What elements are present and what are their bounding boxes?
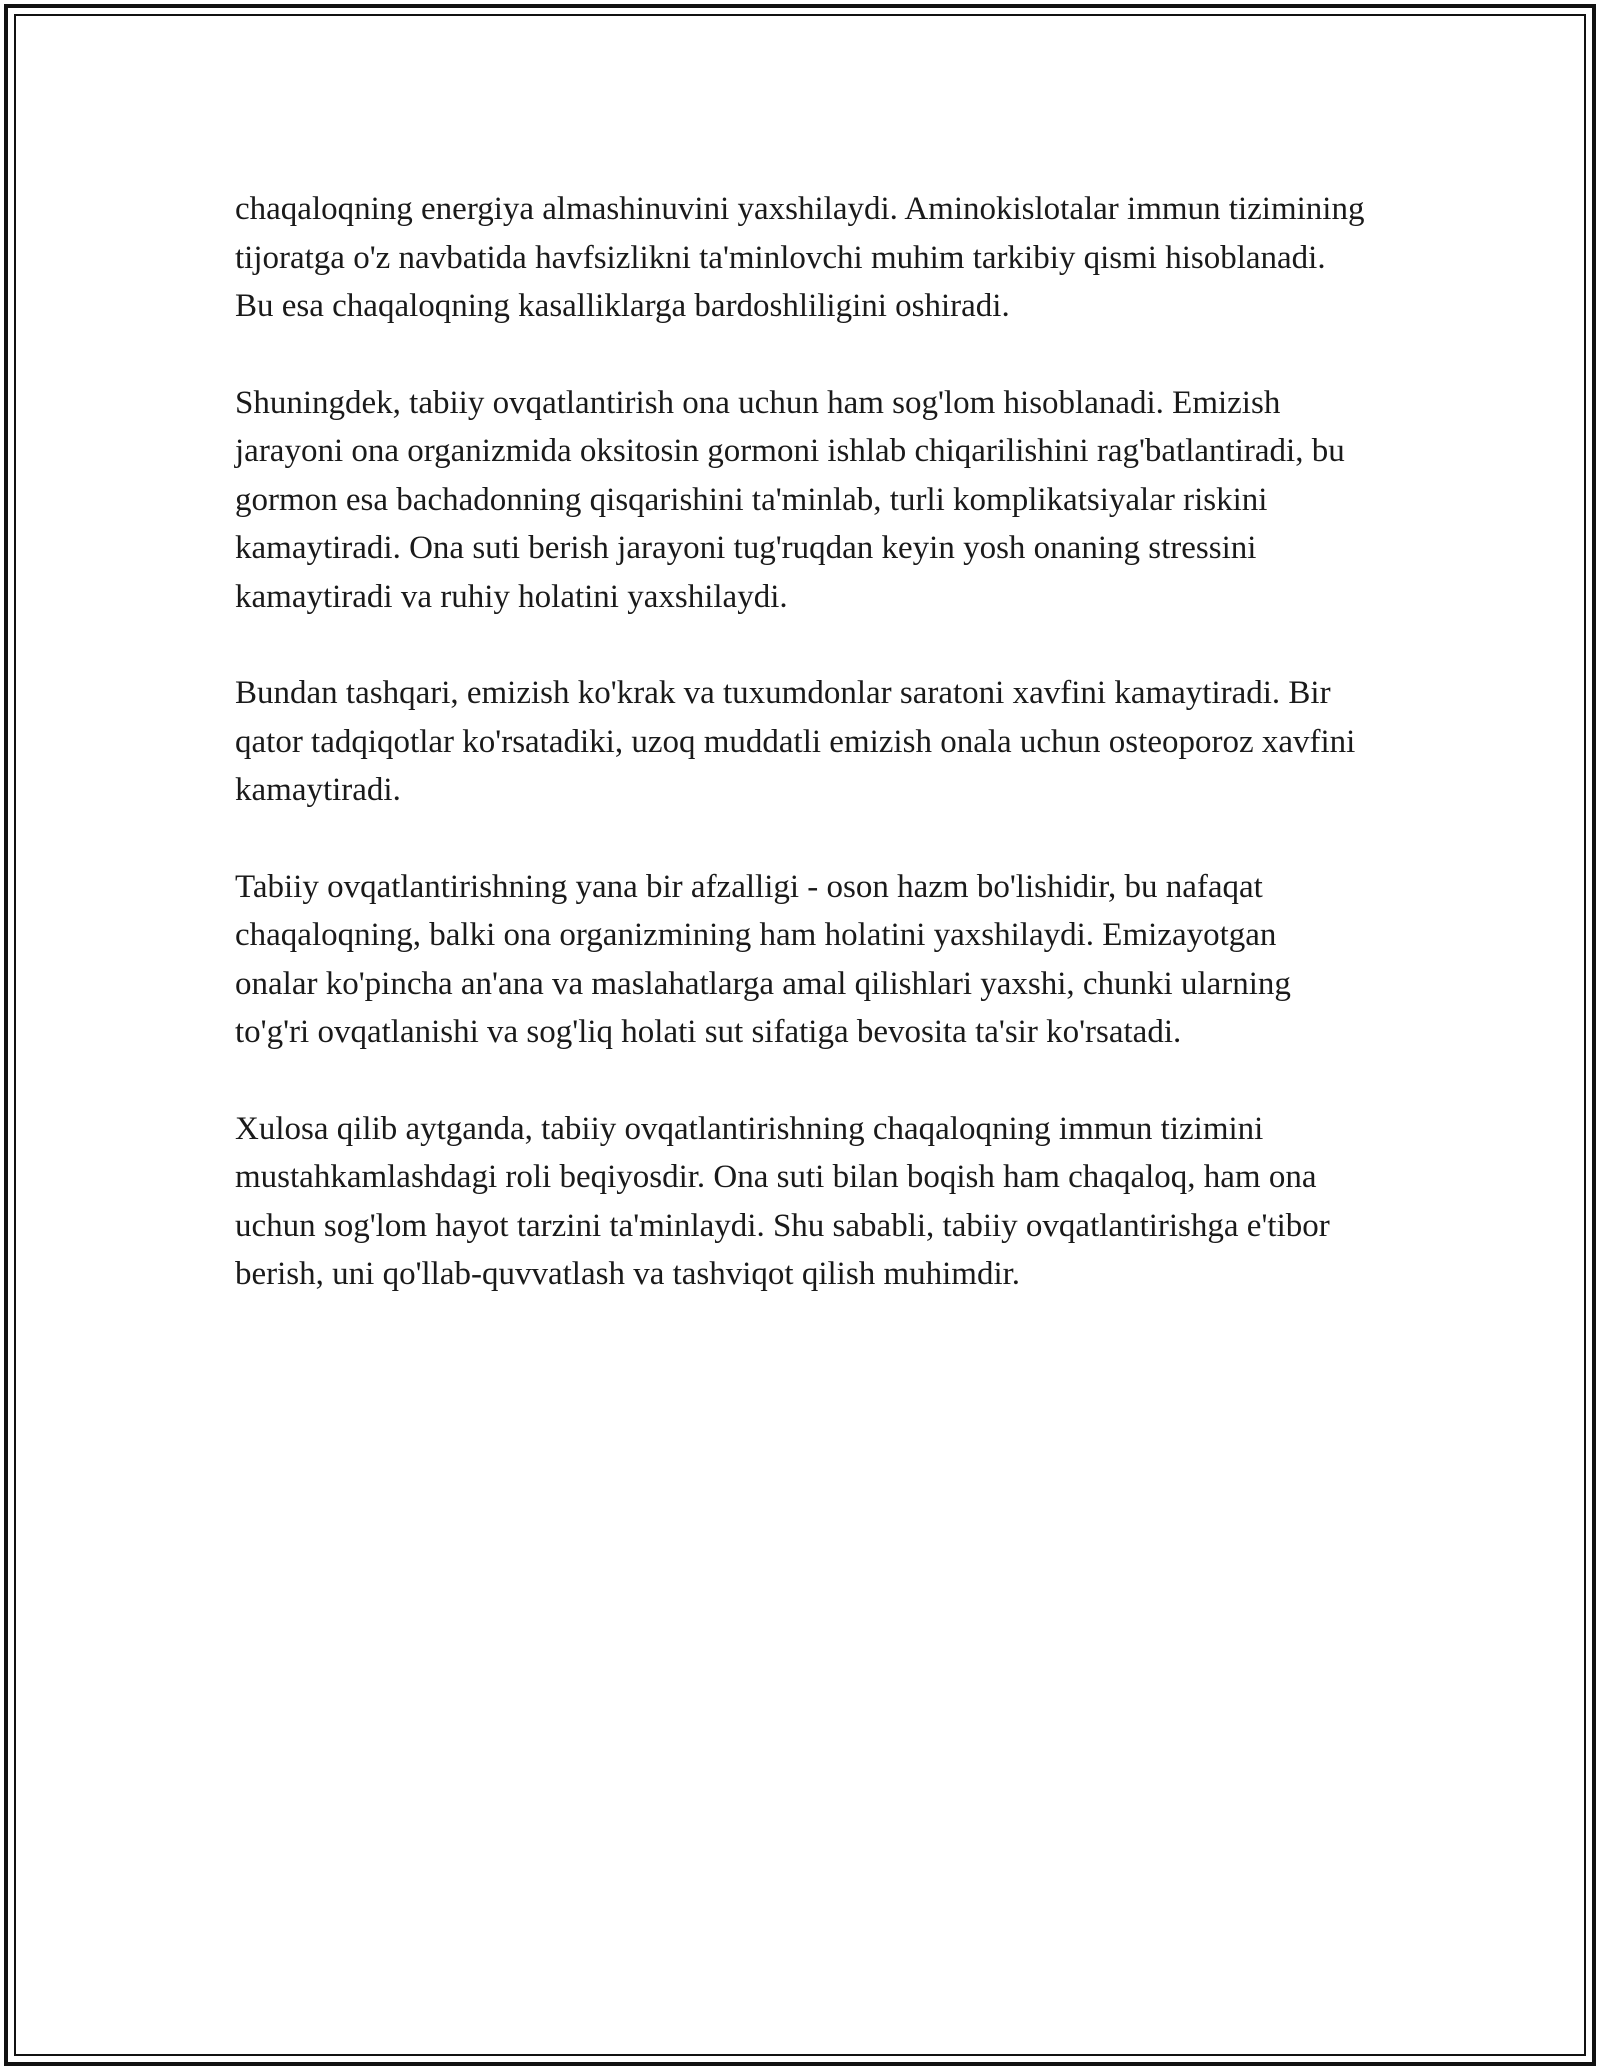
paragraph-digestion: Tabiiy ovqatlantirishning yana bir afzalligi - oson hazm bo'lishidir, bu nafaqat chaqaloqning, balki ona organizmining ham holatini yaxshilaydi. Emizayotgan onalar ko'pincha an'ana va maslahatlarga amal qilishlari yaxshi, chunki ularning to'g'ri ovqatlanishi va sog'liq holati sut sifatiga bevosita ta'sir ko'rsatadi. — [235, 868, 1291, 1050]
paragraph-immune-energy: chaqaloqning energiya almashinuvini yaxshilaydi. Aminokislotalar immun tizimining tijoratga o'z navbatida havfsizlikni ta'minlovchi muhim tarkibiy qismi hisoblanadi. Bu esa chaqaloqning kasalliklarga bardoshliligini oshiradi. — [235, 191, 1365, 324]
paragraph-cancer-risk: Bundan tashqari, emizish ko'krak va tuxumdonlar saratoni xavfini kamaytiradi. Bir qator tadqiqotlar ko'rsatadiki, uzoq muddatli emizish onala uchun osteoporoz xavfini kamaytiradi. — [235, 675, 1356, 808]
document-body — [235, 185, 1365, 1299]
paragraph-mother-health: Shuningdek, tabiiy ovqatlantirish ona uchun ham sog'lom hisoblanadi. Emizish jarayoni ona organizmida oksitosin gormoni ishlab chiqarilishini rag'batlantiradi, bu gormon esa bachadonning qisqarishini ta'minlab, turli komplikatsiyalar riskini kamaytiradi. Ona suti berish jarayoni tug'ruqdan keyin yosh onaning stressini kamaytiradi va ruhiy holatini yaxshilaydi. — [235, 384, 1345, 615]
paragraph-conclusion: Xulosa qilib aytganda, tabiiy ovqatlantirishning chaqaloqning immun tizimini mustahkamlashdagi roli beqiyosdir. Ona suti bilan boqish ham chaqaloq, ham ona uchun sog'lom hayot tarzini ta'minlaydi. Shu sababli, tabiiy ovqatlantirishga e'tibor berish, uni qo'llab-quvvatlash va tashviqot qilish muhimdir. — [235, 1110, 1330, 1292]
